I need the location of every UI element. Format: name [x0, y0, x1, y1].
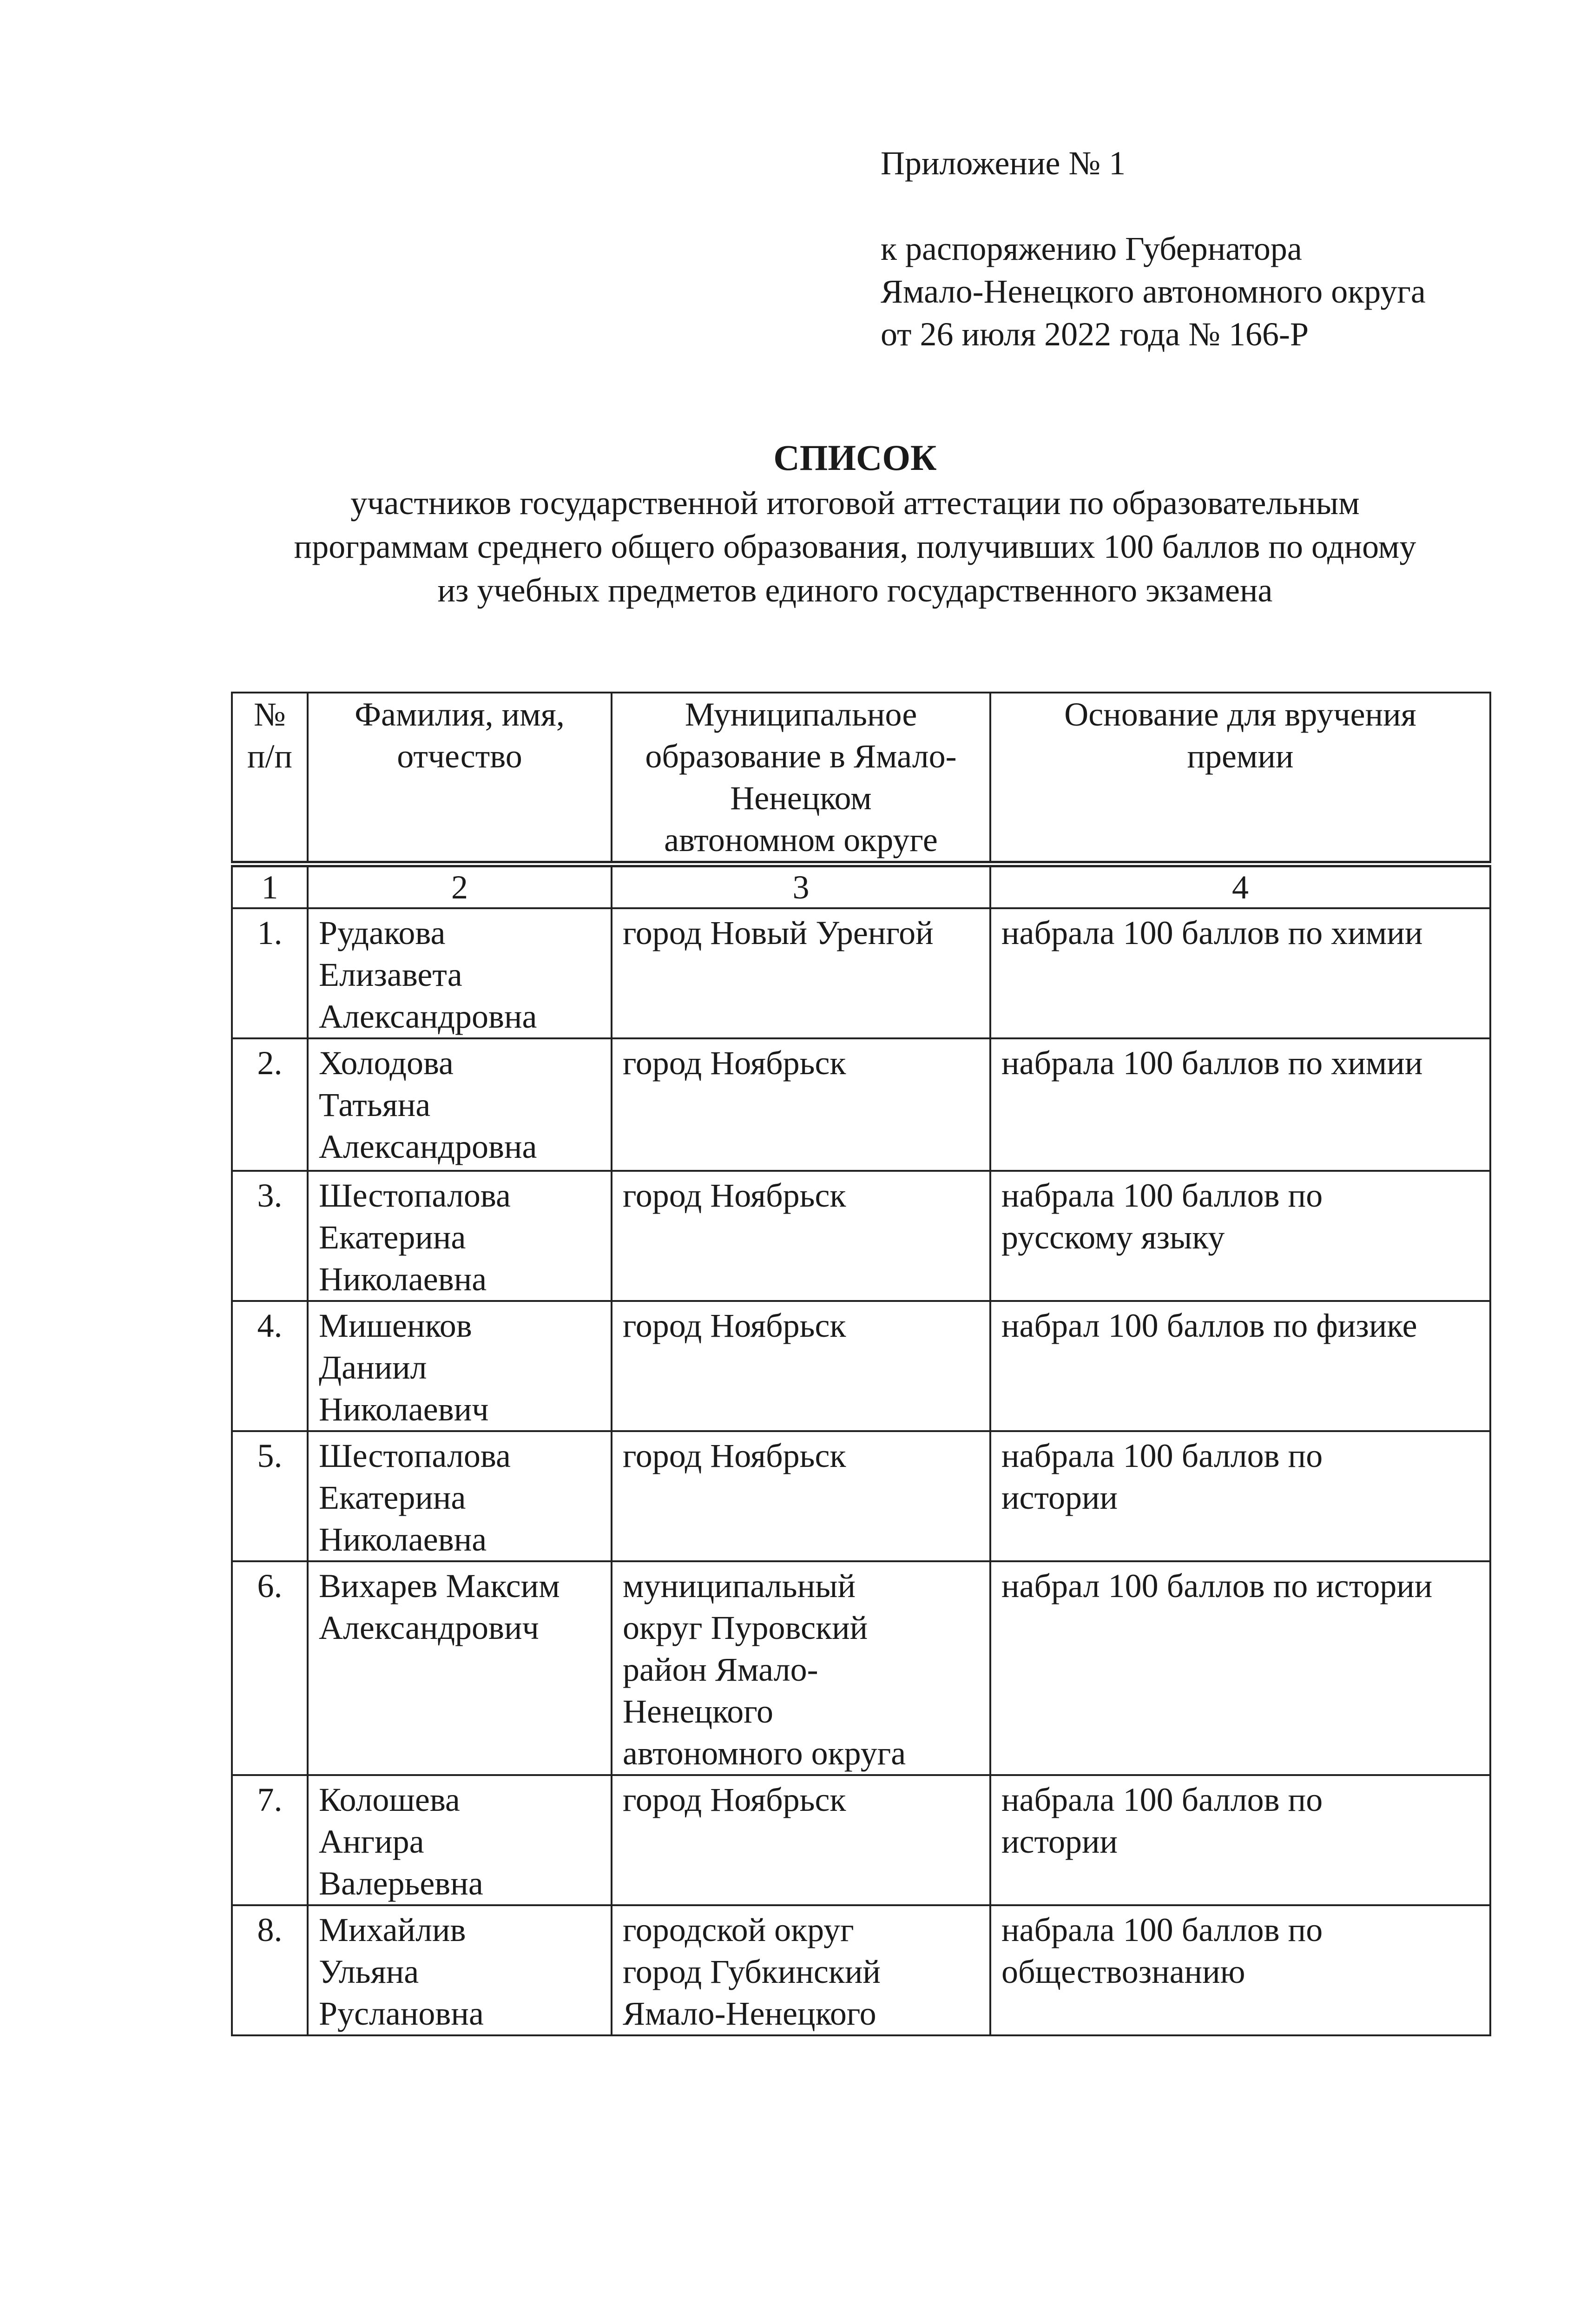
basis-line: набрала 100 баллов по: [1001, 1781, 1323, 1818]
appendix-line-3: от 26 июля 2022 года № 166-Р: [881, 316, 1309, 353]
name-line: Александровна: [319, 998, 537, 1035]
row-number: 2.: [232, 1038, 308, 1171]
participant-name: [308, 1431, 612, 1561]
header-municipality-line: автономном округе: [664, 821, 938, 858]
municipality: [612, 1171, 990, 1301]
name-line: Шестопалова: [319, 1177, 511, 1214]
name-line: Александрович: [319, 1609, 539, 1646]
name-line: Екатерина: [319, 1219, 466, 1256]
basis-line: набрал 100 баллов по физике: [1001, 1307, 1417, 1344]
header-municipality: [612, 693, 990, 864]
name-line: Михайлив: [319, 1911, 466, 1948]
award-basis: [990, 1038, 1490, 1171]
municipality-line: город Ноябрьск: [623, 1437, 846, 1474]
municipality: [612, 908, 990, 1038]
document-heading: [223, 435, 1487, 612]
name-line: Руслановна: [319, 1995, 484, 2032]
participant-name: [308, 908, 612, 1038]
name-line: Колошева: [319, 1781, 460, 1818]
table-header-row: [232, 693, 1490, 864]
row-number: 8.: [232, 1905, 308, 2035]
participant-name: [308, 1171, 612, 1301]
name-line: Екатерина: [319, 1479, 466, 1516]
row-number: 6.: [232, 1561, 308, 1775]
municipality: [612, 1905, 990, 2035]
name-line: Шестопалова: [319, 1437, 511, 1474]
row-number: 3.: [232, 1171, 308, 1301]
award-basis: [990, 908, 1490, 1038]
municipality-line: город Новый Уренгой: [623, 914, 934, 951]
municipality: [612, 1038, 990, 1171]
appendix-line-2: Ямало-Ненецкого автономного округа: [881, 273, 1426, 310]
municipality-line: городской округ: [623, 1911, 854, 1948]
municipality-line: Ямало-Ненецкого: [623, 1995, 876, 2032]
name-line: Татьяна: [319, 1086, 431, 1123]
name-line: Рудакова: [319, 914, 446, 951]
municipality-line: округ Пуровский: [623, 1609, 868, 1646]
basis-line: набрала 100 баллов по: [1001, 1437, 1323, 1474]
row-number: 1.: [232, 908, 308, 1038]
municipality-line: город Ноябрьск: [623, 1307, 846, 1344]
header-basis-line: Основание для вручения: [1064, 696, 1416, 733]
participant-name: [308, 1301, 612, 1431]
table-row: [232, 1905, 1490, 2035]
heading-line-3: из учебных предметов единого государственного экзамена: [437, 572, 1273, 609]
header-name-line: отчество: [397, 738, 522, 775]
table-row: [232, 1171, 1490, 1301]
table-row: [232, 1561, 1490, 1775]
participant-name: [308, 1561, 612, 1775]
name-line: Александровна: [319, 1128, 537, 1165]
row-number: 7.: [232, 1775, 308, 1905]
document-title: СПИСОК: [773, 437, 937, 478]
heading-line-1: участников государственной итоговой аттестации по образовательным: [350, 484, 1360, 522]
municipality: [612, 1301, 990, 1431]
basis-line: набрала 100 баллов по: [1001, 1177, 1323, 1214]
basis-line: истории: [1001, 1823, 1118, 1860]
header-basis: [990, 693, 1490, 864]
name-line: Николаевна: [319, 1521, 487, 1558]
award-basis: [990, 1301, 1490, 1431]
header-name-line: Фамилия, имя,: [355, 696, 565, 733]
municipality: [612, 1775, 990, 1905]
participant-name: [308, 1905, 612, 2035]
municipality-line: Ненецкого: [623, 1693, 774, 1730]
award-basis: [990, 1775, 1490, 1905]
table-row: [232, 908, 1490, 1038]
participant-name: [308, 1038, 612, 1171]
header-municipality-line: Ненецком: [730, 779, 872, 817]
award-basis: [990, 1561, 1490, 1775]
basis-line: истории: [1001, 1479, 1118, 1516]
appendix-block: [881, 142, 1426, 356]
name-line: Вихарев Максим: [319, 1567, 560, 1604]
appendix-number: Приложение № 1: [881, 145, 1126, 182]
heading-line-2: программам среднего общего образования, получивших 100 баллов по одному: [294, 528, 1416, 565]
municipality-line: район Ямало-: [623, 1651, 818, 1688]
row-number: 4.: [232, 1301, 308, 1431]
column-number: 1: [232, 864, 308, 908]
basis-line: обществознанию: [1001, 1953, 1245, 1990]
municipality-line: город Ноябрьск: [623, 1044, 846, 1082]
name-line: Ангира: [319, 1823, 424, 1860]
award-basis: [990, 1171, 1490, 1301]
column-number: 2: [308, 864, 612, 908]
municipality-line: город Ноябрьск: [623, 1781, 846, 1818]
header-municipality-line: Муниципальное: [685, 696, 917, 733]
table-row: [232, 1431, 1490, 1561]
basis-line: русскому языку: [1001, 1219, 1225, 1256]
participant-name: [308, 1775, 612, 1905]
name-line: Мишенков: [319, 1307, 472, 1344]
municipality: [612, 1431, 990, 1561]
name-line: Ульяна: [319, 1953, 419, 1990]
name-line: Валерьевна: [319, 1865, 483, 1902]
municipality-line: город Губкинский: [623, 1953, 881, 1990]
header-name: [308, 693, 612, 864]
municipality-line: муниципальный: [623, 1567, 856, 1604]
participants-table: [231, 692, 1491, 2036]
row-number: 5.: [232, 1431, 308, 1561]
name-line: Даниил: [319, 1349, 427, 1386]
municipality-line: город Ноябрьск: [623, 1177, 846, 1214]
header-num-line: №: [254, 696, 286, 733]
award-basis: [990, 1905, 1490, 2035]
name-line: Холодова: [319, 1044, 454, 1082]
header-basis-line: премии: [1187, 738, 1294, 775]
table-row: [232, 1038, 1490, 1171]
municipality: [612, 1561, 990, 1775]
column-number: 4: [990, 864, 1490, 908]
column-number: 3: [612, 864, 990, 908]
basis-line: набрала 100 баллов по химии: [1001, 1044, 1423, 1082]
table-row: [232, 1301, 1490, 1431]
header-num-line: п/п: [247, 738, 293, 775]
appendix-line-1: к распоряжению Губернатора: [881, 230, 1302, 267]
name-line: Елизавета: [319, 956, 462, 993]
municipality-line: автономного округа: [623, 1735, 906, 1772]
header-num: [232, 693, 308, 864]
award-basis: [990, 1431, 1490, 1561]
basis-line: набрал 100 баллов по истории: [1001, 1567, 1433, 1604]
table-row: [232, 1775, 1490, 1905]
name-line: Николаевич: [319, 1391, 489, 1428]
basis-line: набрала 100 баллов по химии: [1001, 914, 1423, 951]
name-line: Николаевна: [319, 1261, 487, 1298]
header-municipality-line: образование в Ямало-: [645, 738, 957, 775]
column-number-row: [232, 864, 1490, 908]
basis-line: набрала 100 баллов по: [1001, 1911, 1323, 1948]
